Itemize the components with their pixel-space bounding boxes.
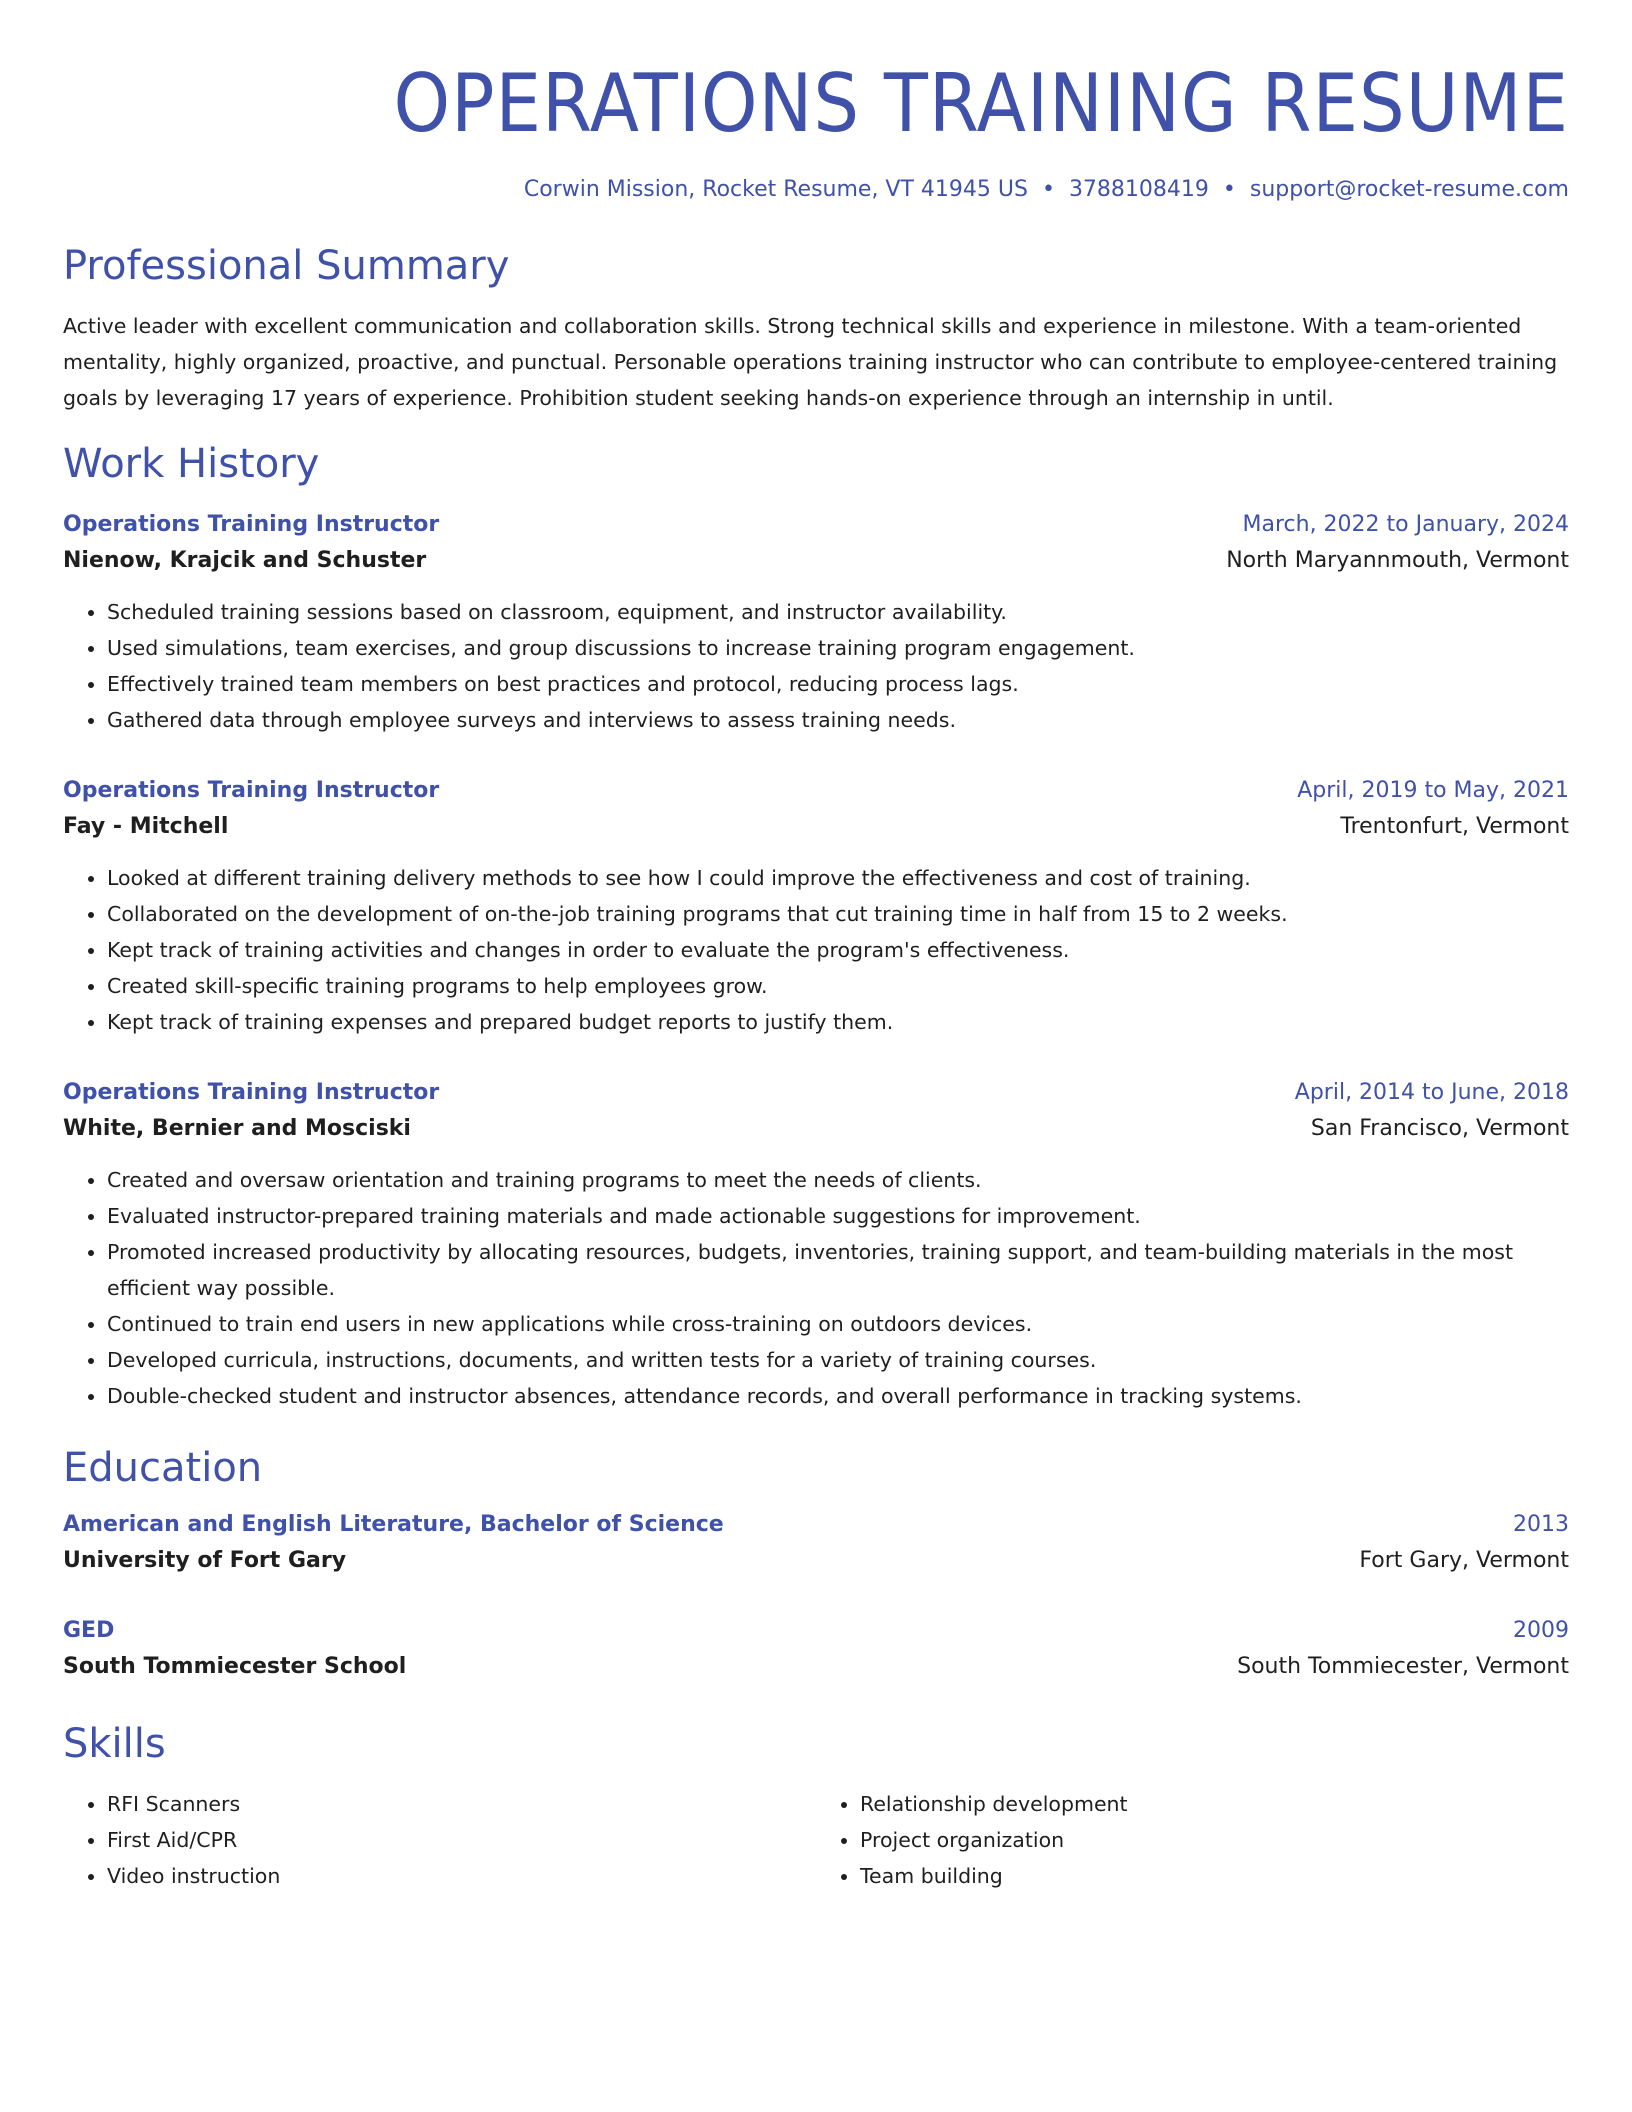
job-bullet: • Double-checked student and instructor absences, attendance records, and overall performance in tracking systems. [107, 1378, 1569, 1414]
job-bullet: • Continued to train end users in new applications while cross-training on outdoors devices. [107, 1306, 1569, 1342]
skills-heading: Skills [63, 1721, 166, 1767]
skills-list [63, 1786, 1569, 1894]
skill-item: • Team building [860, 1858, 1569, 1894]
summary-text: Active leader with excellent communication and collaboration skills. Strong technical skills and experience in milestone. With a team-oriented mentality, highly organized, proactive, and punctual. Personable operations training instructor who can contribute to employee-centered training goals by leveraging 17 years of experience. Prohibition student seeking hands-on experience through an internship in until. [63, 314, 1558, 410]
job-bullet: • Developed curricula, instructions, documents, and written tests for a variety of training courses. [107, 1342, 1569, 1378]
summary-heading: Professional Summary [63, 243, 510, 289]
job-bullet: • Gathered data through employee surveys and interviews to assess training needs. [107, 702, 1569, 738]
job-bullets [63, 1162, 1569, 1414]
contact-address: Corwin Mission, Rocket Resume, VT 41945 US [523, 177, 1028, 202]
job-bullet: • Evaluated instructor-prepared training materials and made actionable suggestions for improvement. [107, 1198, 1569, 1234]
education-entry [63, 1614, 1569, 1686]
skill-item: • RFI Scanners [107, 1786, 816, 1822]
contact-email: support@rocket-resume.com [1249, 177, 1569, 202]
job-bullet: • Used simulations, team exercises, and group discussions to increase training program engagement. [107, 630, 1569, 666]
education-location: South Tommiecester, Vermont [1237, 1654, 1569, 1679]
job-bullet: • Looked at different training delivery methods to see how I could improve the effectiveness and cost of training. [107, 860, 1569, 896]
resume-title: OPERATIONS TRAINING RESUME [393, 57, 1569, 150]
skills-column-right [816, 1786, 1569, 1894]
job-entry [63, 508, 1569, 738]
job-role: Operations Training Instructor [63, 1080, 440, 1105]
job-bullet: • Scheduled training sessions based on classroom, equipment, and instructor availability. [107, 594, 1569, 630]
job-bullets [63, 860, 1569, 1040]
job-location: San Francisco, Vermont [1310, 1116, 1569, 1141]
job-role: Operations Training Instructor [63, 778, 440, 803]
job-bullet: • Kept track of training expenses and prepared budget reports to justify them. [107, 1004, 1569, 1040]
education-section [63, 1442, 1569, 1686]
work-history-heading: Work History [63, 441, 320, 487]
summary-section [63, 240, 1569, 416]
skill-item: • Video instruction [107, 1858, 816, 1894]
job-location: North Maryannmouth, Vermont [1226, 548, 1569, 573]
education-degree: American and English Literature, Bachelor of Science [63, 1512, 724, 1537]
job-company: Fay - Mitchell [63, 814, 229, 839]
skills-section [63, 1718, 1569, 1894]
job-bullet: • Promoted increased productivity by allocating resources, budgets, inventories, training support, and team-building materials in the most efficient way possible. [107, 1234, 1569, 1306]
job-company: Nienow, Krajcik and Schuster [63, 548, 427, 573]
job-bullet: • Collaborated on the development of on-the-job training programs that cut training time in half from 15 to 2 weeks. [107, 896, 1569, 932]
education-degree: GED [63, 1618, 115, 1643]
education-location: Fort Gary, Vermont [1359, 1548, 1569, 1573]
job-location: Trentonfurt, Vermont [1340, 814, 1569, 839]
job-role: Operations Training Instructor [63, 512, 440, 537]
skill-item: • Relationship development [860, 1786, 1569, 1822]
job-company: White, Bernier and Mosciski [63, 1116, 411, 1141]
education-school: University of Fort Gary [63, 1548, 347, 1573]
skill-item: • Project organization [860, 1822, 1569, 1858]
contact-separator: • [1041, 177, 1055, 202]
education-school: South Tommiecester School [63, 1654, 407, 1679]
skill-item: • First Aid/CPR [107, 1822, 816, 1858]
job-entry [63, 774, 1569, 1040]
resume-header [63, 0, 1569, 206]
job-bullet: • Created and oversaw orientation and training programs to meet the needs of clients. [107, 1162, 1569, 1198]
job-bullets [63, 594, 1569, 738]
job-dates: April, 2019 to May, 2021 [1297, 778, 1569, 803]
contact-separator: • [1222, 177, 1236, 202]
job-entry [63, 1076, 1569, 1414]
job-bullet: • Effectively trained team members on best practices and protocol, reducing process lags. [107, 666, 1569, 702]
education-year: 2013 [1513, 1512, 1569, 1537]
contact-line [63, 174, 1569, 206]
education-entry [63, 1508, 1569, 1580]
education-year: 2009 [1513, 1618, 1569, 1643]
education-heading: Education [63, 1445, 263, 1491]
job-bullet: • Created skill-specific training programs to help employees grow. [107, 968, 1569, 1004]
contact-phone: 3788108419 [1068, 177, 1209, 202]
job-dates: March, 2022 to January, 2024 [1242, 512, 1569, 537]
job-bullet: • Kept track of training activities and changes in order to evaluate the program's effectiveness. [107, 932, 1569, 968]
skills-column-left [63, 1786, 816, 1894]
job-dates: April, 2014 to June, 2018 [1294, 1080, 1569, 1105]
work-history-section [63, 438, 1569, 1414]
